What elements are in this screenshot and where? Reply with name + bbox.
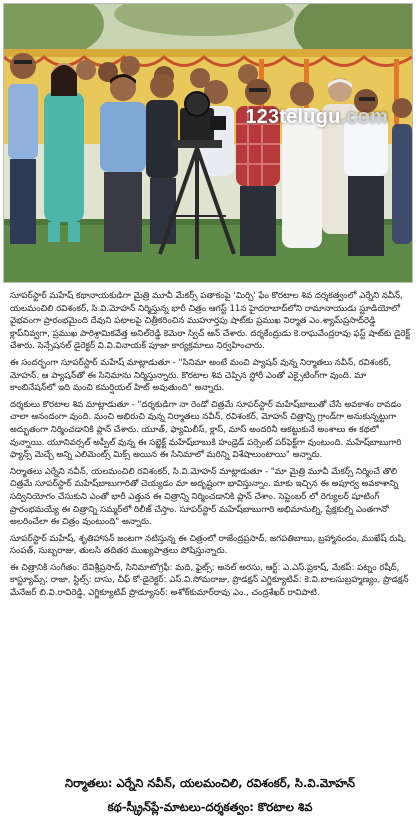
article-paragraph: ఈ చిత్రానికి సంగీతం: దేవిశ్రీప్రసాద్, సినిమాటోగ్రఫీ: మది, ఫైట్స్: అనల్ అరసు, ఆర్ట్: ఎ.ఎస్.ప్రకాష్, మేకప్: పట్నం రషీద్, కాస్ట్యూమ్స్: రాజా, స్టిల్స్: దాసు, చీఫ్ కో-డైరెక్టర్: ఎస్.వి.సోమరాజు, ప్రొడక్షన్ ఎగ్జిక్యూటివ్: కె.వి.బాలసుబ్రహ్మణ్యం, ప్రొడక్షన్ మేనేజర్ బి.వి.రావిరెడ్డి, ఎగ్జిక్యూటివ్ ప్రొడ్యూసర్: అశోక్‌కుమార్‌రావు ఎం., చంద్రశేఖర్ రావిపాటి. [10, 562, 409, 599]
article-paragraph: దర్శకులు కొరటాల శివ మాట్లాడుతూ - "దర్శకుడిగా నా రెండో చిత్రమే సూపర్‌స్టార్ మహేష్‌బాబుతో చేసే అవకాశం రావడం చాలా ఆనందంగా వుంది. మంచి అభిరుచి వున్న నిర్మాతలు నవీన్, రవిశంకర్, మోహన్ చిత్రాన్ని గ్రాండ్‌గా అనుకున్నట్టుగా అద్భుతంగా నిర్మించడానికి ప్లాన్ చేశారు. యూత్, ఫ్యామిలీస్, క్లాస్, మాస్ అందరినీ ఆకట్టుకునే అంశాలు ఈ కథలో వున్నాయి. యూనివర్సల్ అప్పీల్ వున్న ఈ సబ్జెక్ట్ మహేష్‌బాబుకి హండ్రెడ్ పర్సెంట్ పర్‌ఫెక్ట్‌గా వుంటుంది. మహేష్‌బాబుగారి ఫ్యాన్స్ మెచ్చే అన్ని ఎలిమెంట్స్ మిక్స్ అయిన ఈ సినిమాలో మరిన్ని విశేషాలుంటాయి" అన్నారు. [10, 399, 402, 461]
article-paragraph: సూపర్‌స్టార్ మహేష్, శృతిహాసన్ జంటగా నటిస్తున్న ఈ చిత్రంలో రాజేంద్రప్రసాద్, జగపతిబాబు, బ్రహ్మానందం, ముఖేష్ రుషి, సంపత్, సుబ్బరాజు, తులసి తదితర ముఖ్యపాత్రలు పోషిస్తున్నారు. [10, 533, 407, 557]
article-body [10, 290, 410, 604]
launch-event-illustration [4, 4, 412, 282]
watermark-logo: 123telugu.com [245, 106, 388, 128]
producers-credit: నిర్మాతలు: ఎర్నేని నవీన్, యలమంచిలి, రవిశంకర్, సి.వి.మోహన్ [65, 776, 355, 790]
article-paragraph: ఈ సందర్భంగా సూపర్‌స్టార్ మహేష్ మాట్లాడుతూ - "సినిమా అంటే మంచి ప్యాషన్ వున్న నిర్మాతలు నవీన్, రవిశంకర్, మోహన్. ఆ ప్యాషన్‌తో ఈ సినిమాను నిర్మిస్తున్నారు. కొరటాల శివ చెప్పిన స్టోరీ ఎంతో ఎక్సైటింగ్‌గా వుంది. మా కాంబినేషన్‌లో ఇది మంచి కమర్షియల్ హిట్ అవుతుంది" అన్నారు. [10, 357, 392, 394]
event-photo [3, 3, 413, 283]
article-paragraph: సూపర్‌స్టార్ మహేష్ కథానాయకుడిగా మైత్రి మూవీ మేకర్స్ పతాకంపై 'మిర్చి' ఫేం కొరటాల శివ దర్శకత్వంలో ఎర్నేని నవీన్, యలమంచిలి రవిశంకర్, సి.వి.మోహన్ నిర్మిస్తున్న భారీ చిత్రం ఆగస్ట్ 11న హైదరాబాద్‌లోని రామానాయుడు స్టూడియోలో వైభవంగా ప్రారంభమైంది దేవుని పటాలపై చిత్రీకరించిన ముహూర్తపు షాట్‌కు ప్రముఖ నిర్మాత ఎం.శ్యామ్‌ప్రసాద్‌రెడ్డి క్లాప్‌నివ్వగా, ప్రముఖ పారిశ్రామికవేత్త అనిల్‌రెడ్డి కెమెరా స్విచ్ ఆన్ చేశారు. దర్శకేంద్రుడు కె.రాఘవేంద్రరావు ఫస్ట్ షాట్‌కు డైరెక్ట్ చేశారు. సెన్సేషనల్ డైరెక్టర్ వి.వి.వినాయక్ పూజా కార్యక్రమాలు నిర్వహించారు. [10, 291, 411, 352]
director-credit: కథ-స్క్రీన్‌ప్లే-మాటలు-దర్శకత్వం: కొరటాల శివ [107, 800, 313, 814]
article-paragraph: నిర్మాతలు ఎర్నేని నవీన్, యలమంచిలి రవిశంకర్, సి.వి.మోహన్ మాట్లాడుతూ - "మా మైత్రి మూవీ మేకర్స్ నిర్మించే తొలి చిత్రమే సూపర్‌స్టార్ మహేష్‌బాబుగారితో చెయ్యడం మా అదృష్టంగా భావిస్తున్నాం. మాకు ఇచ్చిన ఈ అపూర్వ అవకాశాన్ని సద్వినియోగం చేసుకుని ఎంతో భారీ ఎత్తున ఈ చిత్రాన్ని నిర్మించడానికి ప్లాన్ చేశాం. సెప్టెంబర్ లో రెగ్యులర్ షూటింగ్ ప్రారంభమయ్యే ఈ చిత్రాన్ని సమ్మర్‌లో రిలీజ్ చేస్తాం. సూపర్‌స్టార్ మహేష్‌బాబుగారి అభిమానుల్ని, ప్రేక్షకుల్ని ఎంతగానో అలరించేలా ఈ చిత్రం వుంటుంది" అన్నారు. [10, 466, 399, 528]
